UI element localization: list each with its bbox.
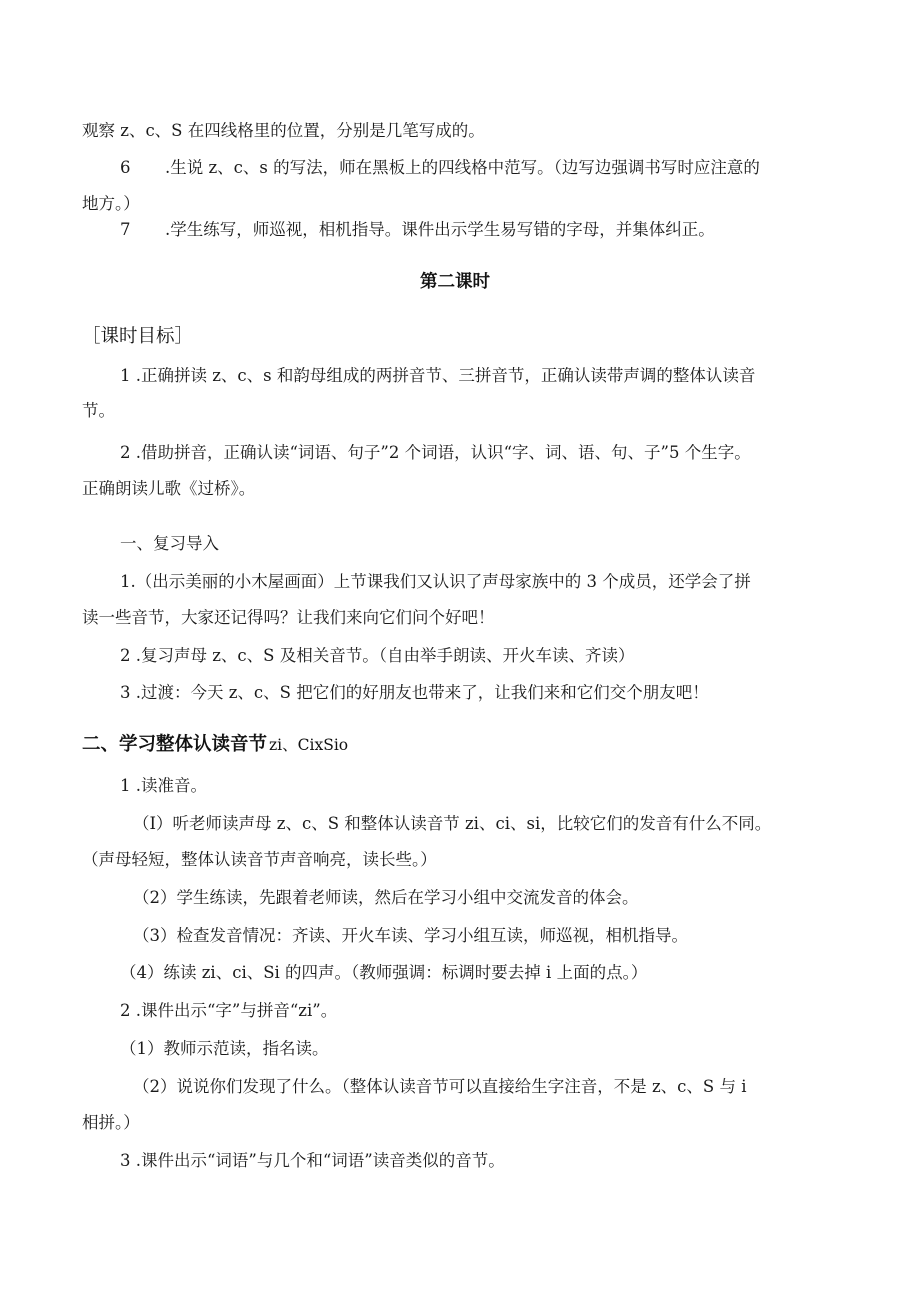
text-line: 1.（出示美丽的小木屋画面）上节课我们又认识了声母家族中的 3 个成员，还学会了拼: [120, 572, 751, 591]
section-heading: [82, 733, 348, 757]
text-line: 2 .复习声母 z、c、S 及相关音节。（自由举手朗读、开火车读、齐读）: [120, 646, 635, 665]
text-line: 观察 z、c、S 在四线格里的位置，分别是几笔写成的。: [82, 121, 485, 140]
text-line: 相拼。）: [82, 1113, 140, 1132]
section-heading: ［课时目标］: [82, 326, 194, 347]
text-line: 地方。）: [82, 194, 140, 213]
section-heading: 一、复习导入: [120, 534, 219, 553]
text-line: 3 .过渡：今天 z、c、S 把它们的好朋友也带来了，让我们来和它们交个朋友吧！: [120, 683, 709, 702]
section-heading-text: 二、学习整体认读音节: [82, 734, 268, 755]
text-line: 2 .课件出示“字”与拼音“zi”。: [120, 1001, 338, 1020]
text-line: 2 .借助拼音，正确认读“词语、句子”2 个词语，认识“字、词、语、句、子”5 个生字。: [120, 443, 751, 462]
text-line: 1 .读准音。: [120, 776, 207, 795]
text-line: （I）听老师读声母 z、c、S 和整体认读音节 zi、ci、si，比较它们的发音有什么不同。: [133, 814, 772, 833]
text-line: （2）学生练读，先跟着老师读，然后在学习小组中交流发音的体会。: [133, 888, 639, 907]
text-line: （4）练读 zi、ci、Si 的四声。（教师强调：标调时要去掉 i 上面的点。）: [120, 963, 648, 982]
text-line: 正确朗读儿歌《过桥》。: [82, 479, 256, 498]
text-line: .生说 z、c、s 的写法，师在黑板上的四线格中范写。（边写边强调书写时应注意的: [165, 158, 760, 177]
text-line: 节。: [82, 401, 115, 420]
text-line: （1）教师示范读，指名读。: [120, 1039, 329, 1058]
text-line: 1 .正确拼读 z、c、s 和韵母组成的两拼音节、三拼音节，正确认读带声调的整体认读音: [120, 366, 756, 385]
text-line: （声母轻短，整体认读音节声音响亮，读长些。）: [82, 850, 437, 869]
text-line: （2）说说你们发现了什么。（整体认读音节可以直接给生字注音，不是 z、c、S 与 i: [133, 1077, 747, 1096]
page-title: 第二课时: [420, 272, 490, 292]
text-line: .学生练写，师巡视，相机指导。课件出示学生易写错的字母，并集体纠正。: [165, 220, 715, 239]
item-number: 7: [120, 220, 131, 239]
text-line: 读一些音节，大家还记得吗？让我们来向它们问个好吧！: [82, 608, 495, 627]
section-heading-syllables: zi、CixSio: [269, 736, 349, 754]
text-line: 3 .课件出示“词语”与几个和“词语”读音类似的音节。: [120, 1151, 505, 1170]
text-line: （3）检查发音情况：齐读、开火车读、学习小组互读，师巡视，相机指导。: [133, 926, 688, 945]
item-number: 6: [120, 158, 131, 177]
